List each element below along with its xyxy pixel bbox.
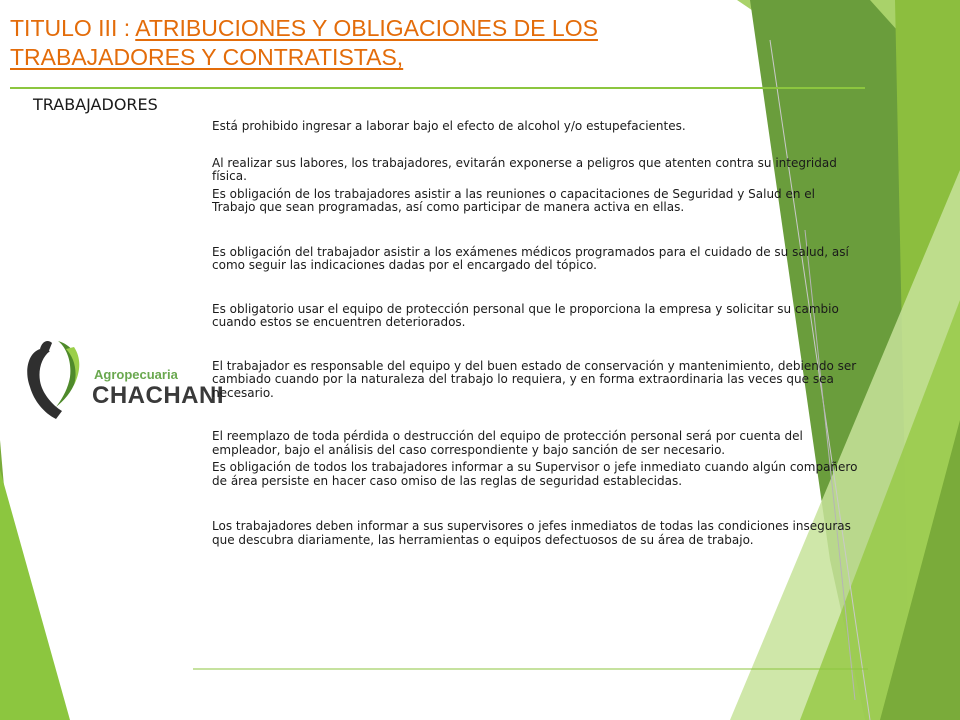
title-prefix: TITULO III :	[10, 15, 136, 41]
list-item: Es obligación de los trabajadores asistir a las reuniones o capacitaciones de Seguridad y Salud en el Trabajo que sean programadas, así como participar de manera activa en ellas.	[212, 186, 815, 214]
list-item: Es obligación de todos los trabajadores informar a su Supervisor o jefe inmediato cuando algún compañero de área persiste en hacer caso omiso de las reglas de seguridad establecidas.	[212, 460, 858, 488]
list-item: Es obligatorio usar el equipo de protección personal que le proporciona la empresa y solicitar su cambio cuando estos se encuentren deteriorados.	[212, 301, 839, 329]
list-item: Es obligación del trabajador asistir a los exámenes médicos programados para el cuidado de su salud, así como seguir las indicaciones dadas por el encargado del tópico.	[212, 244, 849, 272]
cow-head-icon	[22, 337, 92, 423]
list-item: Los trabajadores deben informar a sus supervisores o jefes inmediatos de todas las condiciones inseguras que descubra diariamente, las herramientas o equipos defectuosos de su área de trabajo.	[212, 519, 851, 547]
title-line-1: ATRIBUCIONES Y OBLIGACIONES DE LOS	[135, 15, 598, 41]
section-heading: TRABAJADORES	[33, 95, 158, 114]
slide-title	[10, 14, 730, 72]
list-item: El reemplazo de toda pérdida o destrucción del equipo de protección personal será por cuenta del empleador, bajo el análisis del caso correspondiente y bajo sanción de ser necesario.	[212, 429, 803, 457]
list-item: Al realizar sus labores, los trabajadores, evitarán exponerse a peligros que atenten contra su integridad física.	[212, 155, 837, 183]
logo-text-main: CHACHANI	[92, 382, 224, 409]
rules-list	[212, 120, 862, 547]
list-item: Está prohibido ingresar a laborar bajo el efecto de alcohol y/o estupefacientes.	[212, 119, 686, 133]
logo-text-top: Agropecuaria	[94, 367, 178, 382]
company-logo	[22, 337, 224, 423]
list-item: El trabajador es responsable del equipo y del buen estado de conservación y mantenimiento, debiendo ser cambiado cuando por la naturaleza del trabajo lo requiera, y en forma extraordinaria las veces que sea necesario.	[212, 358, 857, 400]
title-line-2: TRABAJADORES Y CONTRATISTAS,	[10, 44, 404, 70]
left-green-shape-light	[0, 470, 70, 720]
